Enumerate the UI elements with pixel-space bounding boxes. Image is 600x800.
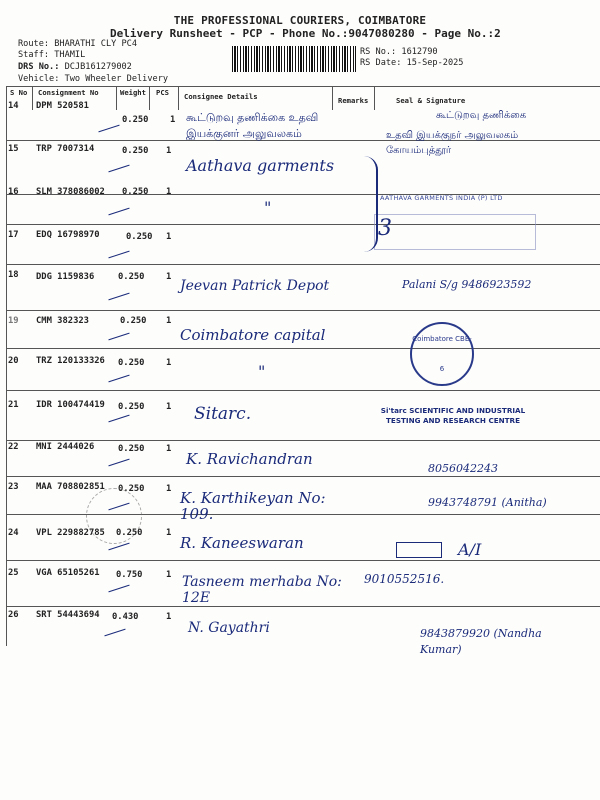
barcode-image	[232, 46, 356, 72]
row-consignment: DPM 520581	[36, 101, 89, 111]
col-seal-signature: Seal & Signature	[396, 96, 466, 105]
row-consignment: VPL 229882785	[36, 528, 105, 538]
row-seal-stamp: Si'tarc SCIENTIFIC AND INDUSTRIAL TESTING AND RESEARCH CENTRE	[380, 406, 526, 425]
row-weight: 0.250	[120, 316, 147, 326]
row-weight: 0.250	[126, 232, 153, 242]
row-consignee-handwritten: R. Kaneeswaran	[180, 534, 304, 552]
row-consignee-handwritten: Sitarc.	[194, 404, 252, 424]
row-consignee-handwritten: கூட்டுறவு தணிக்கை உதவி இயக்குனர் அலுவலகம்	[186, 111, 319, 140]
row-sno: 22	[8, 442, 19, 452]
row-pcs: 1	[166, 232, 172, 242]
row-sno: 26	[8, 610, 19, 620]
col-sno: S No	[10, 88, 28, 97]
row-consignee-handwritten: Jeevan Patrick Depot	[180, 278, 330, 294]
row-consignment: VGA 65105261	[36, 568, 100, 578]
row-pcs: 1	[166, 528, 172, 538]
row-pcs: 1	[166, 570, 172, 580]
row-consignee-handwritten: "	[258, 362, 266, 381]
col-weight: Weight	[120, 88, 146, 97]
row-pcs: 1	[166, 316, 172, 326]
row-weight: 0.250	[118, 272, 145, 282]
row-seal-stamp: Coimbatore CBE-6	[410, 322, 474, 386]
row-consignee-handwritten: Tasneem merhaba No: 12E	[182, 574, 342, 606]
row-seal-stamp: 3	[378, 216, 392, 241]
row-sno: 15	[8, 144, 19, 154]
row-weight: 0.750	[116, 570, 143, 580]
row-pcs: 1	[166, 444, 172, 454]
row-pcs: 1	[166, 484, 172, 494]
row-pcs: 1	[166, 402, 172, 412]
row-sno: 24	[8, 528, 19, 538]
rs-number: RS No.: 1612790	[360, 47, 438, 57]
row-sno: 20	[8, 356, 19, 366]
runsheet-subtitle: Delivery Runsheet - PCP - Phone No.:9047080280 - Page No.:2	[110, 27, 501, 40]
route-label: Route: BHARATHI CLY PC4	[18, 39, 137, 49]
brace-mark	[364, 156, 378, 252]
company-name: THE PROFESSIONAL COURIERS, COIMBATORE	[173, 14, 427, 27]
col-remarks: Remarks	[338, 96, 369, 105]
row-weight: 0.250	[122, 115, 149, 125]
row-consignment: SLM 378086002	[36, 187, 105, 197]
row-consignment: MAA 708802851	[36, 482, 105, 492]
row-seal-signature: Palani S/g 9486923592	[402, 278, 532, 291]
row-consignee-handwritten: K. Ravichandran	[186, 450, 313, 468]
row-sno: 25	[8, 568, 19, 578]
row-consignment: TRZ 120133326	[36, 356, 105, 366]
row-sno: 21	[8, 400, 19, 410]
row-consignee-handwritten: "	[264, 198, 272, 217]
staff-label: Staff: THAMIL	[18, 50, 86, 60]
row-consignment: DDG 1159836	[36, 272, 95, 282]
col-consignee: Consignee Details	[184, 92, 258, 101]
row-sno: 16	[8, 187, 19, 197]
row-consignee-handwritten: Coimbatore capital	[180, 326, 326, 344]
rs-date: RS Date: 15-Sep-2025	[360, 58, 464, 68]
row-consignee-handwritten: Aathava garments	[186, 156, 335, 175]
row-seal-signature: 8056042243	[428, 462, 498, 475]
row-consignment: SRT 54443694	[36, 610, 100, 620]
row-weight: 0.430	[112, 612, 139, 622]
drs-number	[18, 62, 132, 72]
row-consignment: IDR 100474419	[36, 400, 105, 410]
row-sno: 17	[8, 230, 19, 240]
row-seal-signature: A/I	[458, 540, 482, 559]
row-pcs: 1	[166, 358, 172, 368]
drs-label: DRS No.:	[18, 62, 60, 72]
row-weight: 0.250	[118, 402, 145, 412]
row-pcs: 1	[166, 272, 172, 282]
col-consignment: Consignment No	[38, 88, 99, 97]
row-weight: 0.250	[118, 484, 145, 494]
vehicle-label: Vehicle: Two Wheeler Delivery	[18, 74, 169, 84]
row-weight: 0.250	[118, 358, 145, 368]
stamp-box	[396, 542, 442, 558]
row-seal-stamp: AATHAVA GARMENTS INDIA (P) LTD	[380, 194, 503, 202]
row-pcs: 1	[170, 115, 176, 125]
col-pcs: PCS	[156, 88, 169, 97]
row-weight: 0.250	[122, 146, 149, 156]
row-sno: 18	[8, 270, 19, 280]
row-seal-signature: 9010552516.	[364, 572, 445, 586]
row-seal-signature: 9943748791 (Anitha)	[428, 496, 547, 509]
row-weight: 0.250	[118, 444, 145, 454]
row-consignment: MNI 2444026	[36, 442, 95, 452]
row-consignee-handwritten: K. Karthikeyan No: 109.	[180, 489, 326, 523]
row-weight: 0.250	[122, 187, 149, 197]
row-seal-stamp: உதவி இயக்குநர் அலுவலகம் கோயம்புத்தூர்	[386, 130, 519, 156]
row-sno: 23	[8, 482, 19, 492]
row-weight: 0.250	[116, 528, 143, 538]
row-pcs: 1	[166, 146, 172, 156]
row-seal-signature: 9843879920 (Nandha Kumar)	[420, 627, 542, 656]
row-consignment: TRP 7007314	[36, 144, 95, 154]
row-sno: 14	[8, 101, 19, 111]
drs-value: DCJB161279002	[64, 62, 132, 72]
row-pcs: 1	[166, 187, 172, 197]
row-seal-stamp: கூட்டுறவு தணிக்கை	[436, 110, 527, 121]
row-consignee-handwritten: N. Gayathri	[188, 620, 270, 636]
row-consignment: EDQ 16798970	[36, 230, 100, 240]
row-sno: 19	[8, 316, 19, 326]
row-pcs: 1	[166, 612, 172, 622]
row-consignment: CMM 382323	[36, 316, 89, 326]
company-stamp-box	[374, 214, 536, 250]
